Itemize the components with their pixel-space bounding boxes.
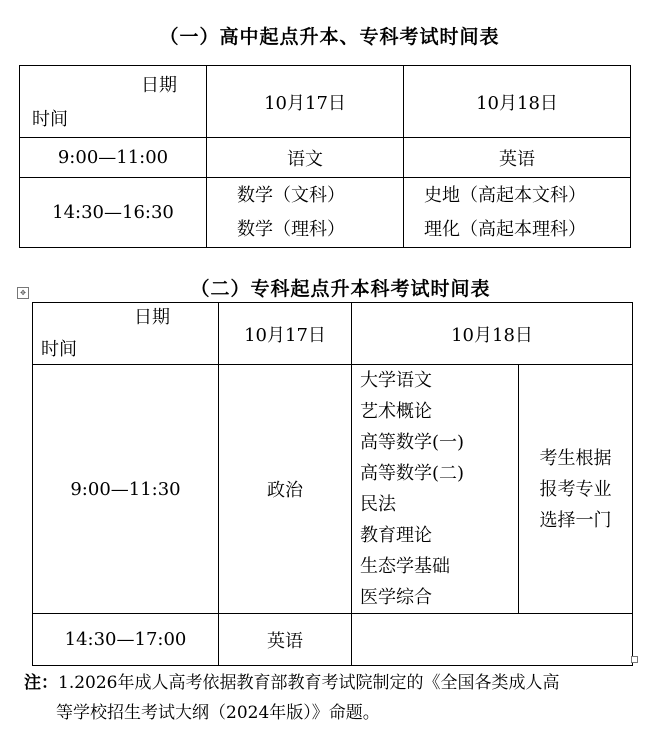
date-time-header-cell [20, 66, 207, 138]
selection-note-cell [519, 365, 633, 614]
time-cell: 14:30—17:00 [33, 614, 219, 666]
table-row [33, 365, 633, 614]
table-header-row [20, 66, 631, 138]
day1-header: 10月17日 [207, 66, 404, 138]
subject-item: 教育理论 [360, 525, 432, 546]
subject-cell: 英语 [219, 614, 352, 666]
subject-item: 艺术概论 [360, 401, 432, 422]
subject-item: 医学综合 [360, 587, 432, 608]
subject-item: 高等数学(一) [360, 432, 465, 453]
footnote-line-1: 1.2026年成人高考依据教育部教育考试院制定的《全国各类成人高 [58, 673, 560, 693]
subject-item: 数学（文科） [237, 184, 345, 206]
subject-item: 史地（高起本文科） [424, 184, 586, 206]
subject-cell [404, 178, 631, 248]
time-label: 时间 [32, 109, 68, 130]
subject-item: 数学（理科） [237, 218, 345, 240]
table-header-row [33, 303, 633, 365]
note-line: 选择一门 [539, 509, 612, 531]
table1-title: （一）高中起点升本、专科考试时间表 [159, 26, 500, 48]
subject-item: 生态学基础 [360, 556, 450, 577]
note-line: 报考专业 [539, 478, 612, 500]
subject-cell: 英语 [404, 138, 631, 178]
day1-header: 10月17日 [219, 303, 352, 365]
subject-cell: 语文 [207, 138, 404, 178]
time-cell: 14:30—16:30 [20, 178, 207, 248]
date-label: 日期 [141, 75, 177, 96]
date-label: 日期 [134, 307, 170, 328]
table-row [33, 614, 633, 666]
table-resize-handle[interactable] [631, 656, 638, 663]
subject-cell [352, 614, 633, 666]
footnote [24, 668, 644, 728]
subject-list-cell [352, 365, 519, 614]
table-anchor-icon[interactable]: ✥ [17, 287, 29, 299]
table2-title: （二）专科起点升本科考试时间表 [190, 278, 491, 300]
day2-header: 10月18日 [404, 66, 631, 138]
footnote-line-2: 等学校招生考试大纲（2024年版）》命题。 [56, 703, 380, 723]
subject-item: 大学语文 [360, 370, 432, 391]
subject-cell [207, 178, 404, 248]
table-row [20, 138, 631, 178]
day2-header: 10月18日 [352, 303, 633, 365]
table-row [20, 178, 631, 248]
time-cell: 9:00—11:30 [33, 365, 219, 614]
time-label: 时间 [41, 339, 77, 360]
note-line: 考生根据 [539, 447, 612, 469]
exam-schedule-table-2 [32, 302, 633, 666]
subject-cell: 政治 [219, 365, 352, 614]
exam-schedule-table-1 [19, 65, 631, 248]
subject-item: 高等数学(二) [360, 463, 465, 484]
subject-item: 民法 [360, 494, 396, 515]
date-time-header-cell [33, 303, 219, 365]
time-cell: 9:00—11:00 [20, 138, 207, 178]
footnote-label: 注： [24, 673, 58, 693]
subject-item: 理化（高起本理科） [424, 218, 586, 240]
